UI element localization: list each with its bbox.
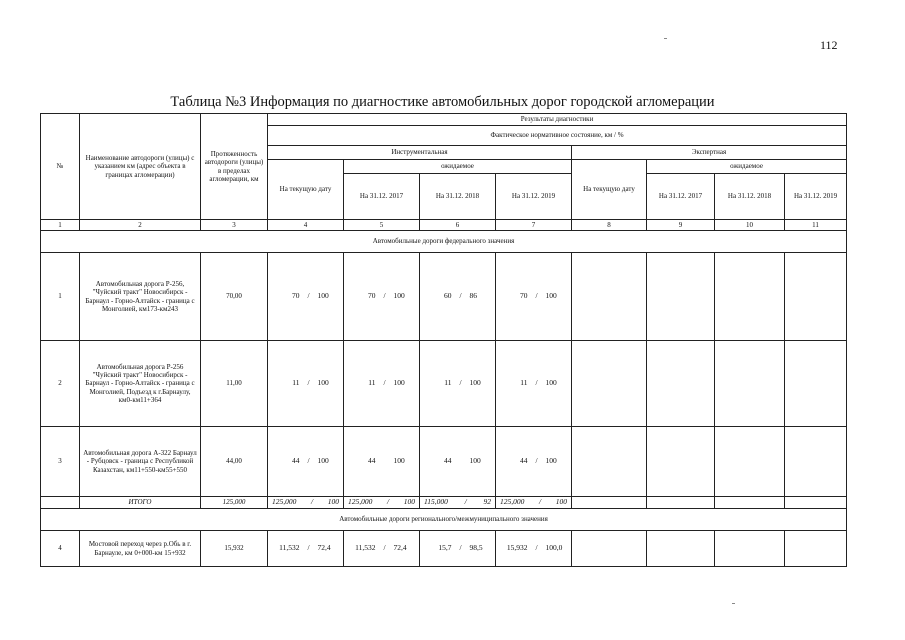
value-2017: 11,532 / 72,4 [344,531,420,567]
row-num: 3 [41,427,80,497]
value-2019: 15,932 / 100,0 [496,531,572,567]
value-current: 11,532 / 72,4 [268,531,344,567]
column-number: 5 [344,220,420,231]
empty-cell [572,531,647,567]
empty-cell [715,531,785,567]
empty-cell [785,497,847,509]
empty-cell [785,531,847,567]
road-name: Автомобильная дорога А-322 Барнаул - Рубцовск - граница с Республикой Казахстан, км11+550-км55+550 [80,427,201,497]
row-num: 4 [41,531,80,567]
empty-cell [715,341,785,427]
header-instrumental: Инструментальная [268,146,572,160]
header-expected-expert: ожидаемое [647,160,847,174]
scan-speck [664,38,667,39]
value-2019: 44 / 100 [496,427,572,497]
header-expected-instrumental: ожидаемое [344,160,572,174]
road-length: 15,932 [201,531,268,567]
empty-cell [647,427,715,497]
value-2017: 44 100 [344,427,420,497]
table-row [41,341,847,427]
row-num: 1 [41,253,80,341]
value-2018: 60 / 86 [420,253,496,341]
road-name: Автомобильная дорога Р-256 "Чуйский тракт" Новосибирск - Барнаул - Горно-Алтайск - граница с Монголией, Подъезд к г.Барнаулу, км0-км11+364 [80,341,201,427]
column-number-row [41,220,847,231]
total-2017: 125,000 / 100 [344,497,420,509]
empty-cell [572,341,647,427]
value-2019: 70 / 100 [496,253,572,341]
table-row [41,427,847,497]
value-2018: 44 100 [420,427,496,497]
total-2018: 115,000 / 92 [420,497,496,509]
empty-cell [41,497,80,509]
column-number: 9 [647,220,715,231]
column-number: 10 [715,220,785,231]
empty-cell [647,341,715,427]
header-2017-instrumental: На 31.12. 2017 [344,174,420,220]
header-results: Результаты диагностики [268,114,847,126]
road-length: 11,00 [201,341,268,427]
row-num: 2 [41,341,80,427]
header-2019-expert: На 31.12. 2019 [785,174,847,220]
road-name: Автомобильная дорога Р-256, "Чуйский тракт" Новосибирск - Барнаул - Горно-Алтайск - граница с Монголией, км173-км243 [80,253,201,341]
column-number: 4 [268,220,344,231]
value-2017: 11 / 100 [344,341,420,427]
section-federal: Автомобильные дороги федерального значения [41,231,847,253]
empty-cell [785,427,847,497]
empty-cell [647,531,715,567]
total-row [41,497,847,509]
road-length: 44,00 [201,427,268,497]
total-2019: 125,000 / 100 [496,497,572,509]
empty-cell [572,427,647,497]
header-2018-instrumental: На 31.12. 2018 [420,174,496,220]
header-2017-expert: На 31.12. 2017 [647,174,715,220]
empty-cell [785,341,847,427]
header-current-expert: На текущую дату [572,160,647,220]
value-2018: 15,7 / 98,5 [420,531,496,567]
header-num: № [41,114,80,220]
value-2018: 11 / 100 [420,341,496,427]
header-length: Протяженность автодороги (улицы) в пределах агломерации, км [201,114,268,220]
total-label: ИТОГО [80,497,201,509]
total-current: 125,000 / 100 [268,497,344,509]
value-2019: 11 / 100 [496,341,572,427]
column-number: 1 [41,220,80,231]
empty-cell [715,253,785,341]
value-2017: 70 / 100 [344,253,420,341]
header-current-instrumental: На текущую дату [268,160,344,220]
header-2019-instrumental: На 31.12. 2019 [496,174,572,220]
column-number: 7 [496,220,572,231]
empty-cell [715,427,785,497]
header-2018-expert: На 31.12. 2018 [715,174,785,220]
header-expert: Экспертная [572,146,847,160]
empty-cell [572,497,647,509]
header-actual-state: Фактическое нормативное состояние, км / % [268,126,847,146]
empty-cell [647,497,715,509]
table-row [41,253,847,341]
diagnostics-table [40,113,847,567]
value-current: 11 / 100 [268,341,344,427]
column-number: 8 [572,220,647,231]
value-current: 70 / 100 [268,253,344,341]
page-number: 112 [820,38,838,52]
column-number: 6 [420,220,496,231]
column-number: 3 [201,220,268,231]
total-length: 125,000 [201,497,268,509]
table-row [41,531,847,567]
value-current: 44 / 100 [268,427,344,497]
empty-cell [715,497,785,509]
page-title: Таблица №3 Информация по диагностике автомобильных дорог городской агломерации [170,94,715,110]
scan-speck [732,603,735,604]
header-name: Наименование автодороги (улицы) с указанием км (адрес объекта в границах агломерации) [80,114,201,220]
column-number: 11 [785,220,847,231]
section-regional: Автомобильные дороги регионального/межмуниципального значения [41,509,847,531]
empty-cell [647,253,715,341]
road-name: Мостовой переход через р.Обь в г. Барнауле, км 0+000-км 15+932 [80,531,201,567]
empty-cell [785,253,847,341]
road-length: 70,00 [201,253,268,341]
empty-cell [572,253,647,341]
column-number: 2 [80,220,201,231]
